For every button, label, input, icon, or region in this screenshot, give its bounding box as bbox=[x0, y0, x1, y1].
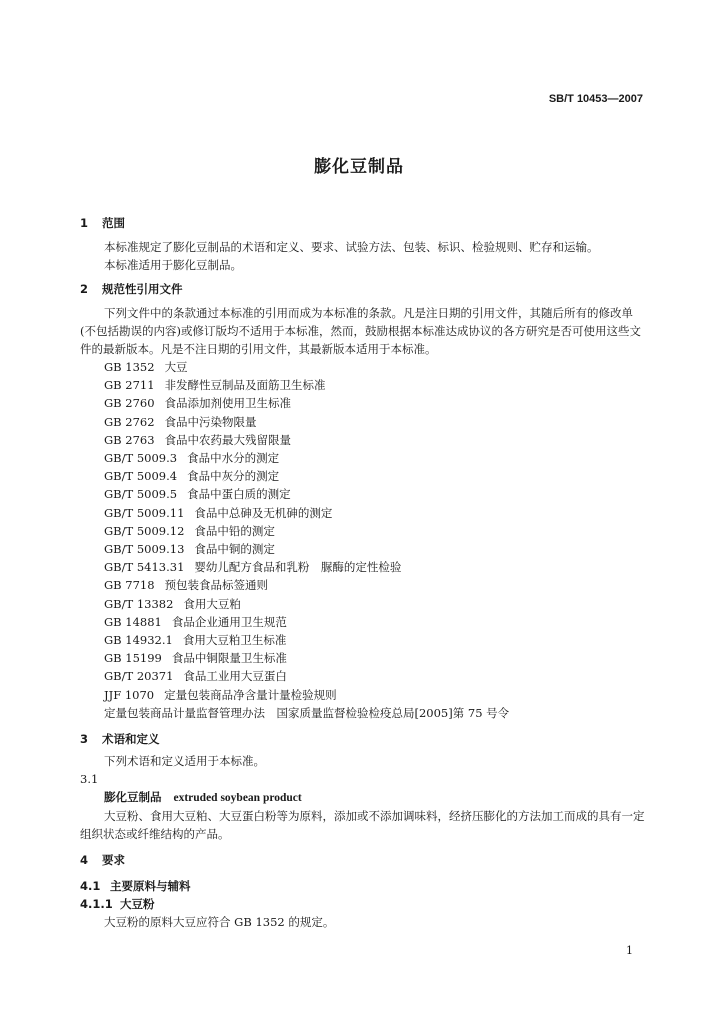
reference-item bbox=[80, 504, 645, 522]
reference-item bbox=[80, 576, 645, 594]
reference-code: GB 2760 bbox=[104, 396, 155, 411]
reference-title: 食品中总砷及无机砷的测定 bbox=[194, 505, 333, 520]
reference-code: GB 2763 bbox=[104, 432, 155, 447]
subsection-number: 4.1.1 bbox=[80, 897, 113, 912]
reference-item bbox=[80, 449, 645, 467]
reference-item bbox=[80, 649, 645, 667]
term-chinese: 膨化豆制品 bbox=[104, 790, 162, 805]
subsection-title: 主要原料与辅料 bbox=[110, 879, 191, 894]
page-number: 1 bbox=[626, 944, 633, 957]
reference-code: GB 14881 bbox=[104, 614, 162, 629]
reference-code: GB/T 5009.5 bbox=[104, 487, 178, 502]
reference-title: 食品中蛋白质的测定 bbox=[187, 487, 291, 502]
reference-title: 食品中铜的测定 bbox=[194, 542, 275, 557]
reference-title: 食品中农药最大残留限量 bbox=[164, 432, 292, 447]
section-title: 范围 bbox=[102, 216, 125, 230]
standard-number: SB/T 10453—2007 bbox=[548, 93, 643, 105]
section-3-intro: 下列术语和定义适用于本标准。 bbox=[104, 754, 265, 769]
reference-title: 食品中铜限量卫生标准 bbox=[171, 651, 287, 666]
term-definition: 大豆粉、食用大豆粕、大豆蛋白粉等为原料，添加或不添加调味料，经挤压膨化的方法加工而成的具有一定组织状态或纤维结构的产品。 bbox=[80, 809, 645, 842]
reference-code: GB/T 5413.31 bbox=[104, 560, 185, 575]
reference-title: 食品中铅的测定 bbox=[194, 523, 275, 538]
reference-item bbox=[80, 558, 645, 576]
reference-title: 非发酵性豆制品及面筋卫生标准 bbox=[164, 378, 326, 393]
reference-title: 食品添加剂使用卫生标准 bbox=[164, 396, 292, 411]
reference-code: GB/T 13382 bbox=[104, 596, 174, 611]
reference-code: GB 2762 bbox=[104, 414, 155, 429]
section-1-paragraph-1: 本标准规定了膨化豆制品的术语和定义、要求、试验方法、包装、标识、检验规则、贮存和运输。 bbox=[104, 240, 599, 254]
section-4-heading bbox=[80, 851, 645, 869]
reference-item bbox=[80, 631, 645, 649]
section-number: 3 bbox=[80, 732, 89, 747]
section-1-paragraph-2: 本标准适用于膨化豆制品。 bbox=[104, 258, 242, 272]
reference-title: 婴幼儿配方食品和乳粉 脲酶的定性检验 bbox=[194, 560, 402, 575]
reference-code: GB/T 5009.13 bbox=[104, 542, 185, 557]
section-title: 要求 bbox=[102, 853, 125, 868]
reference-title: 食用大豆粕 bbox=[183, 596, 241, 611]
reference-code: GB/T 5009.4 bbox=[104, 469, 178, 484]
subsection-number: 4.1 bbox=[80, 879, 101, 894]
subsection-title: 大豆粉 bbox=[120, 897, 155, 912]
reference-item bbox=[80, 467, 645, 485]
reference-title: 食品中灰分的测定 bbox=[187, 469, 280, 484]
section-3-heading bbox=[80, 730, 645, 748]
reference-item bbox=[80, 431, 645, 449]
section-2-intro: 下列文件中的条款通过本标准的引用而成为本标准的条款。凡是注日期的引用文件，其随后所有的修改单(不包括勘误的内容)或修订版均不适用于本标准，然而，鼓励根据本标准达成协议的各方研究是否可使用这些文件的最新版本。凡是不注日期的引用文件，其最新版本适用于本标准。 bbox=[80, 306, 641, 356]
section-number: 4 bbox=[80, 853, 89, 868]
reference-title: 定量包装商品净含量计量检验规则 bbox=[164, 687, 337, 702]
reference-item bbox=[80, 613, 645, 631]
document-body bbox=[80, 214, 645, 931]
reference-code: GB 15199 bbox=[104, 651, 162, 666]
reference-code: GB 2711 bbox=[104, 378, 155, 393]
term-english: extruded soybean product bbox=[173, 792, 302, 805]
reference-code: GB/T 20371 bbox=[104, 669, 174, 684]
section-number: 2 bbox=[80, 282, 89, 296]
section-1-heading bbox=[80, 214, 645, 232]
reference-title: 食品中水分的测定 bbox=[187, 451, 280, 466]
subsection-4-1-1-text: 大豆粉的原料大豆应符合 GB 1352 的规定。 bbox=[104, 915, 335, 930]
reference-code: GB 14932.1 bbox=[104, 633, 173, 648]
section-title: 术语和定义 bbox=[102, 732, 160, 747]
reference-title: 预包装食品标签通则 bbox=[164, 578, 269, 593]
reference-item bbox=[80, 667, 645, 685]
section-number: 1 bbox=[80, 216, 89, 230]
reference-list bbox=[80, 358, 645, 704]
section-2-heading bbox=[80, 280, 645, 298]
reference-title: 食品企业通用卫生规范 bbox=[171, 614, 287, 629]
reference-item bbox=[80, 540, 645, 558]
subsection-4-1-heading bbox=[80, 877, 645, 895]
reference-item bbox=[80, 394, 645, 412]
reference-code: GB 1352 bbox=[104, 360, 155, 374]
reference-item bbox=[80, 595, 645, 613]
reference-item bbox=[80, 686, 645, 704]
reference-item bbox=[80, 413, 645, 431]
term-entry bbox=[80, 788, 645, 807]
subsection-4-1-1-heading bbox=[80, 895, 645, 913]
reference-code: JJF 1070 bbox=[104, 687, 155, 702]
reference-title: 食品中污染物限量 bbox=[164, 414, 257, 429]
reference-item bbox=[80, 376, 645, 394]
reference-code: GB/T 5009.12 bbox=[104, 523, 185, 538]
section-title: 规范性引用文件 bbox=[102, 282, 183, 296]
reference-title: 食品工业用大豆蛋白 bbox=[183, 669, 287, 684]
subsection-3-1-number: 3.1 bbox=[80, 772, 99, 787]
reference-item bbox=[80, 485, 645, 503]
reference-title: 大豆 bbox=[164, 360, 188, 374]
reference-code: GB 7718 bbox=[104, 578, 155, 593]
document-title: 膨化豆制品 bbox=[314, 157, 404, 177]
reference-item-regulation: 定量包装商品计量监督管理办法 国家质量监督检验检疫总局[2005]第 75 号令 bbox=[104, 705, 510, 720]
reference-item bbox=[80, 358, 645, 376]
reference-code: GB/T 5009.11 bbox=[104, 505, 185, 520]
reference-code: GB/T 5009.3 bbox=[104, 451, 178, 466]
reference-title: 食用大豆粕卫生标准 bbox=[182, 633, 287, 648]
reference-item bbox=[80, 522, 645, 540]
